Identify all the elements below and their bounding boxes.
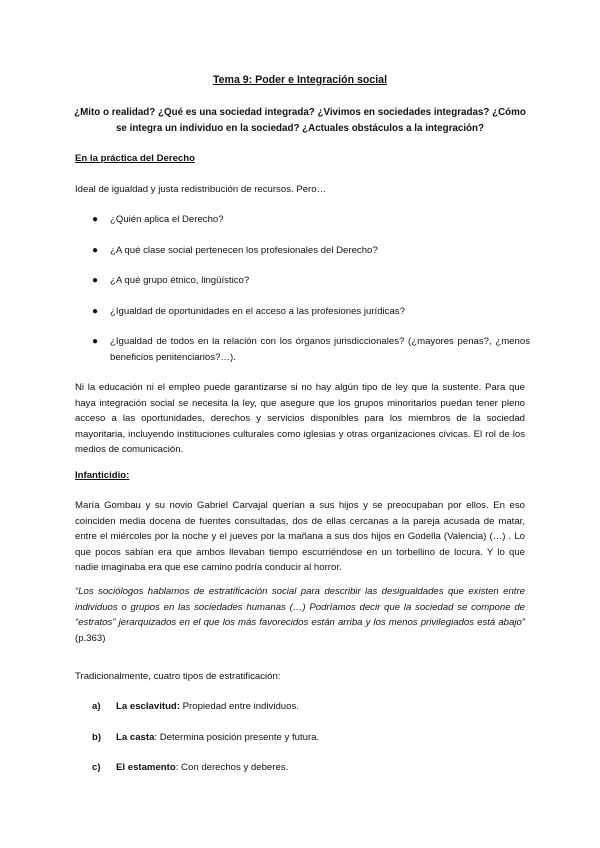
list-item <box>92 760 532 776</box>
paragraph-integration-law: Ni la educación ni el empleo puede garantizarse si no hay algún tipo de ley que la sustente. Para que haya integración social se necesita la ley, que asegure que los grupos minoritarios puedan tener pleno acceso a las oportunidades, derechos y servicios disponibles para los miembros de la sociedad mayoritaria, incluyendo instituciones culturales como iglesias y otras organizaciones cívicas. El rol de los medios de comunicación. <box>75 382 525 456</box>
list-label: c) <box>92 762 101 773</box>
list-description: : Determina posición presente y futura. <box>154 732 320 743</box>
intro-text: Ideal de igualdad y justa redistribución de recursos. Pero… <box>75 184 327 195</box>
section-heading: En la práctica del Derecho <box>75 153 195 164</box>
document-page: Tema 9: Poder e Integración social ¿Mito o realidad? ¿Qué es una sociedad integrada? ¿Vivimos en sociedades integradas? ¿Cómo se integra un individuo en la sociedad? ¿Actuales obstáculos a la integración? En la práctica del Derecho Ideal de igualdad y justa redistribución de recursos. Pero… ● ¿Quién aplica el Derecho? ● ¿A qué clase social pertenecen los profesionales del Derecho? ● ¿A qué grupo étnico, lingüístico? ● ¿Igualdad de oportunidades en el acceso a las profesiones jurídicas? ● ¿Igualdad de todos en la relación con los órganos jurisdiccionales? (¿mayores penas?, ¿menos beneficios penitenciarios?…). Ni la educación ni el empleo puede garantizarse si no hay algún tipo de ley que la sustente. Para que haya integración social se necesita la ley, que asegure que los grupos minoritarios puedan tener pleno acceso a las oportunidades, derechos y servicios disponibles para los miembros de la sociedad mayoritaria, incluyendo instituciones culturales como iglesias y otras organizaciones cívicas. El rol de los medios de comunicación. Infanticidio: María Gombau y su novio Gabriel Carvajal querían a sus hijos y se preocupaban por ellos. En eso coinciden media docena de fuentes consultadas, dos de ellas cercanas a la pareja acusada de matar, entre el miércoles por la noche y el jueves por la mañana a sus dos hijos en Godella (Valencia) (…) . Lo que pocos sabían era que ambos llevaban tiempo escurriéndose en un torbellino de locura. Y lo que nadie imaginaba era que ese camino podría conducir al horror. “Los sociólogos hablamos de estratificación social para describir las desigualdades que existen entre individuos o grupos en las sociedades humanas (…) Podríamos decir que la sociedad se compone de “estratos” jerarquizados en el que los más favorecidos están arriba y los menos privilegiados está abajo” (p.363) Tradicionalmente, cuatro tipos de estratificación: a) La esclavitud: Propiedad entre individuos. b) La casta: Determina posición presente y futura. c) El estamento: Con derechos y deberes. <box>0 0 600 848</box>
stratification-intro: Tradicionalmente, cuatro tipos de estratificación: <box>75 671 281 682</box>
list-item <box>92 699 532 715</box>
bullet-icon: ● <box>92 306 99 317</box>
quote-reference: (p.363) <box>75 632 106 644</box>
document-title: Tema 9: Poder e Integración social <box>212 74 388 86</box>
bullet-icon: ● <box>92 245 99 256</box>
guiding-questions: ¿Mito o realidad? ¿Qué es una sociedad integrada? ¿Vivimos en sociedades integradas? ¿Cómo se integra un individuo en la sociedad? ¿Actuales obstáculos a la integración? <box>74 107 526 134</box>
list-label: a) <box>92 701 101 712</box>
bullet-icon: ● <box>92 275 99 286</box>
list-term: La esclavitud: <box>116 701 180 712</box>
list-label: b) <box>92 732 102 743</box>
infanticide-heading: Infanticidio: <box>75 470 130 481</box>
paragraph-infanticide: María Gombau y su novio Gabriel Carvajal querían a sus hijos y se preocupaban por ellos. En eso coinciden media docena de fuentes consultadas, dos de ellas cercanas a la pareja acusada de matar, entre el miércoles por la noche y el jueves por la mañana a sus dos hijos en Godella (Valencia) (…) . Lo que pocos sabían era que ambos llevaban tiempo escurriéndose en un torbellino de locura. Y lo que nadie imaginaba era que ese camino podría conducir al horror. <box>75 500 525 574</box>
list-term: El estamento <box>116 762 176 773</box>
list-term: La casta <box>116 732 155 743</box>
bullet-icon: ● <box>92 336 99 347</box>
stratification-quote <box>75 584 525 646</box>
list-description: : Con derechos y deberes. <box>175 762 289 773</box>
list-description: Propiedad entre individuos. <box>179 701 299 712</box>
quote-text: “Los sociólogos hablamos de estratificación social para describir las desigualdades que existen entre individuos o grupos en las sociedades humanas (…) Podríamos decir que la sociedad se compone de “estratos” jerarquizados en el que los más favorecidos están arriba y los menos privilegiados está abajo” <box>75 586 525 629</box>
bullet-icon: ● <box>92 214 99 225</box>
list-item <box>92 730 532 746</box>
